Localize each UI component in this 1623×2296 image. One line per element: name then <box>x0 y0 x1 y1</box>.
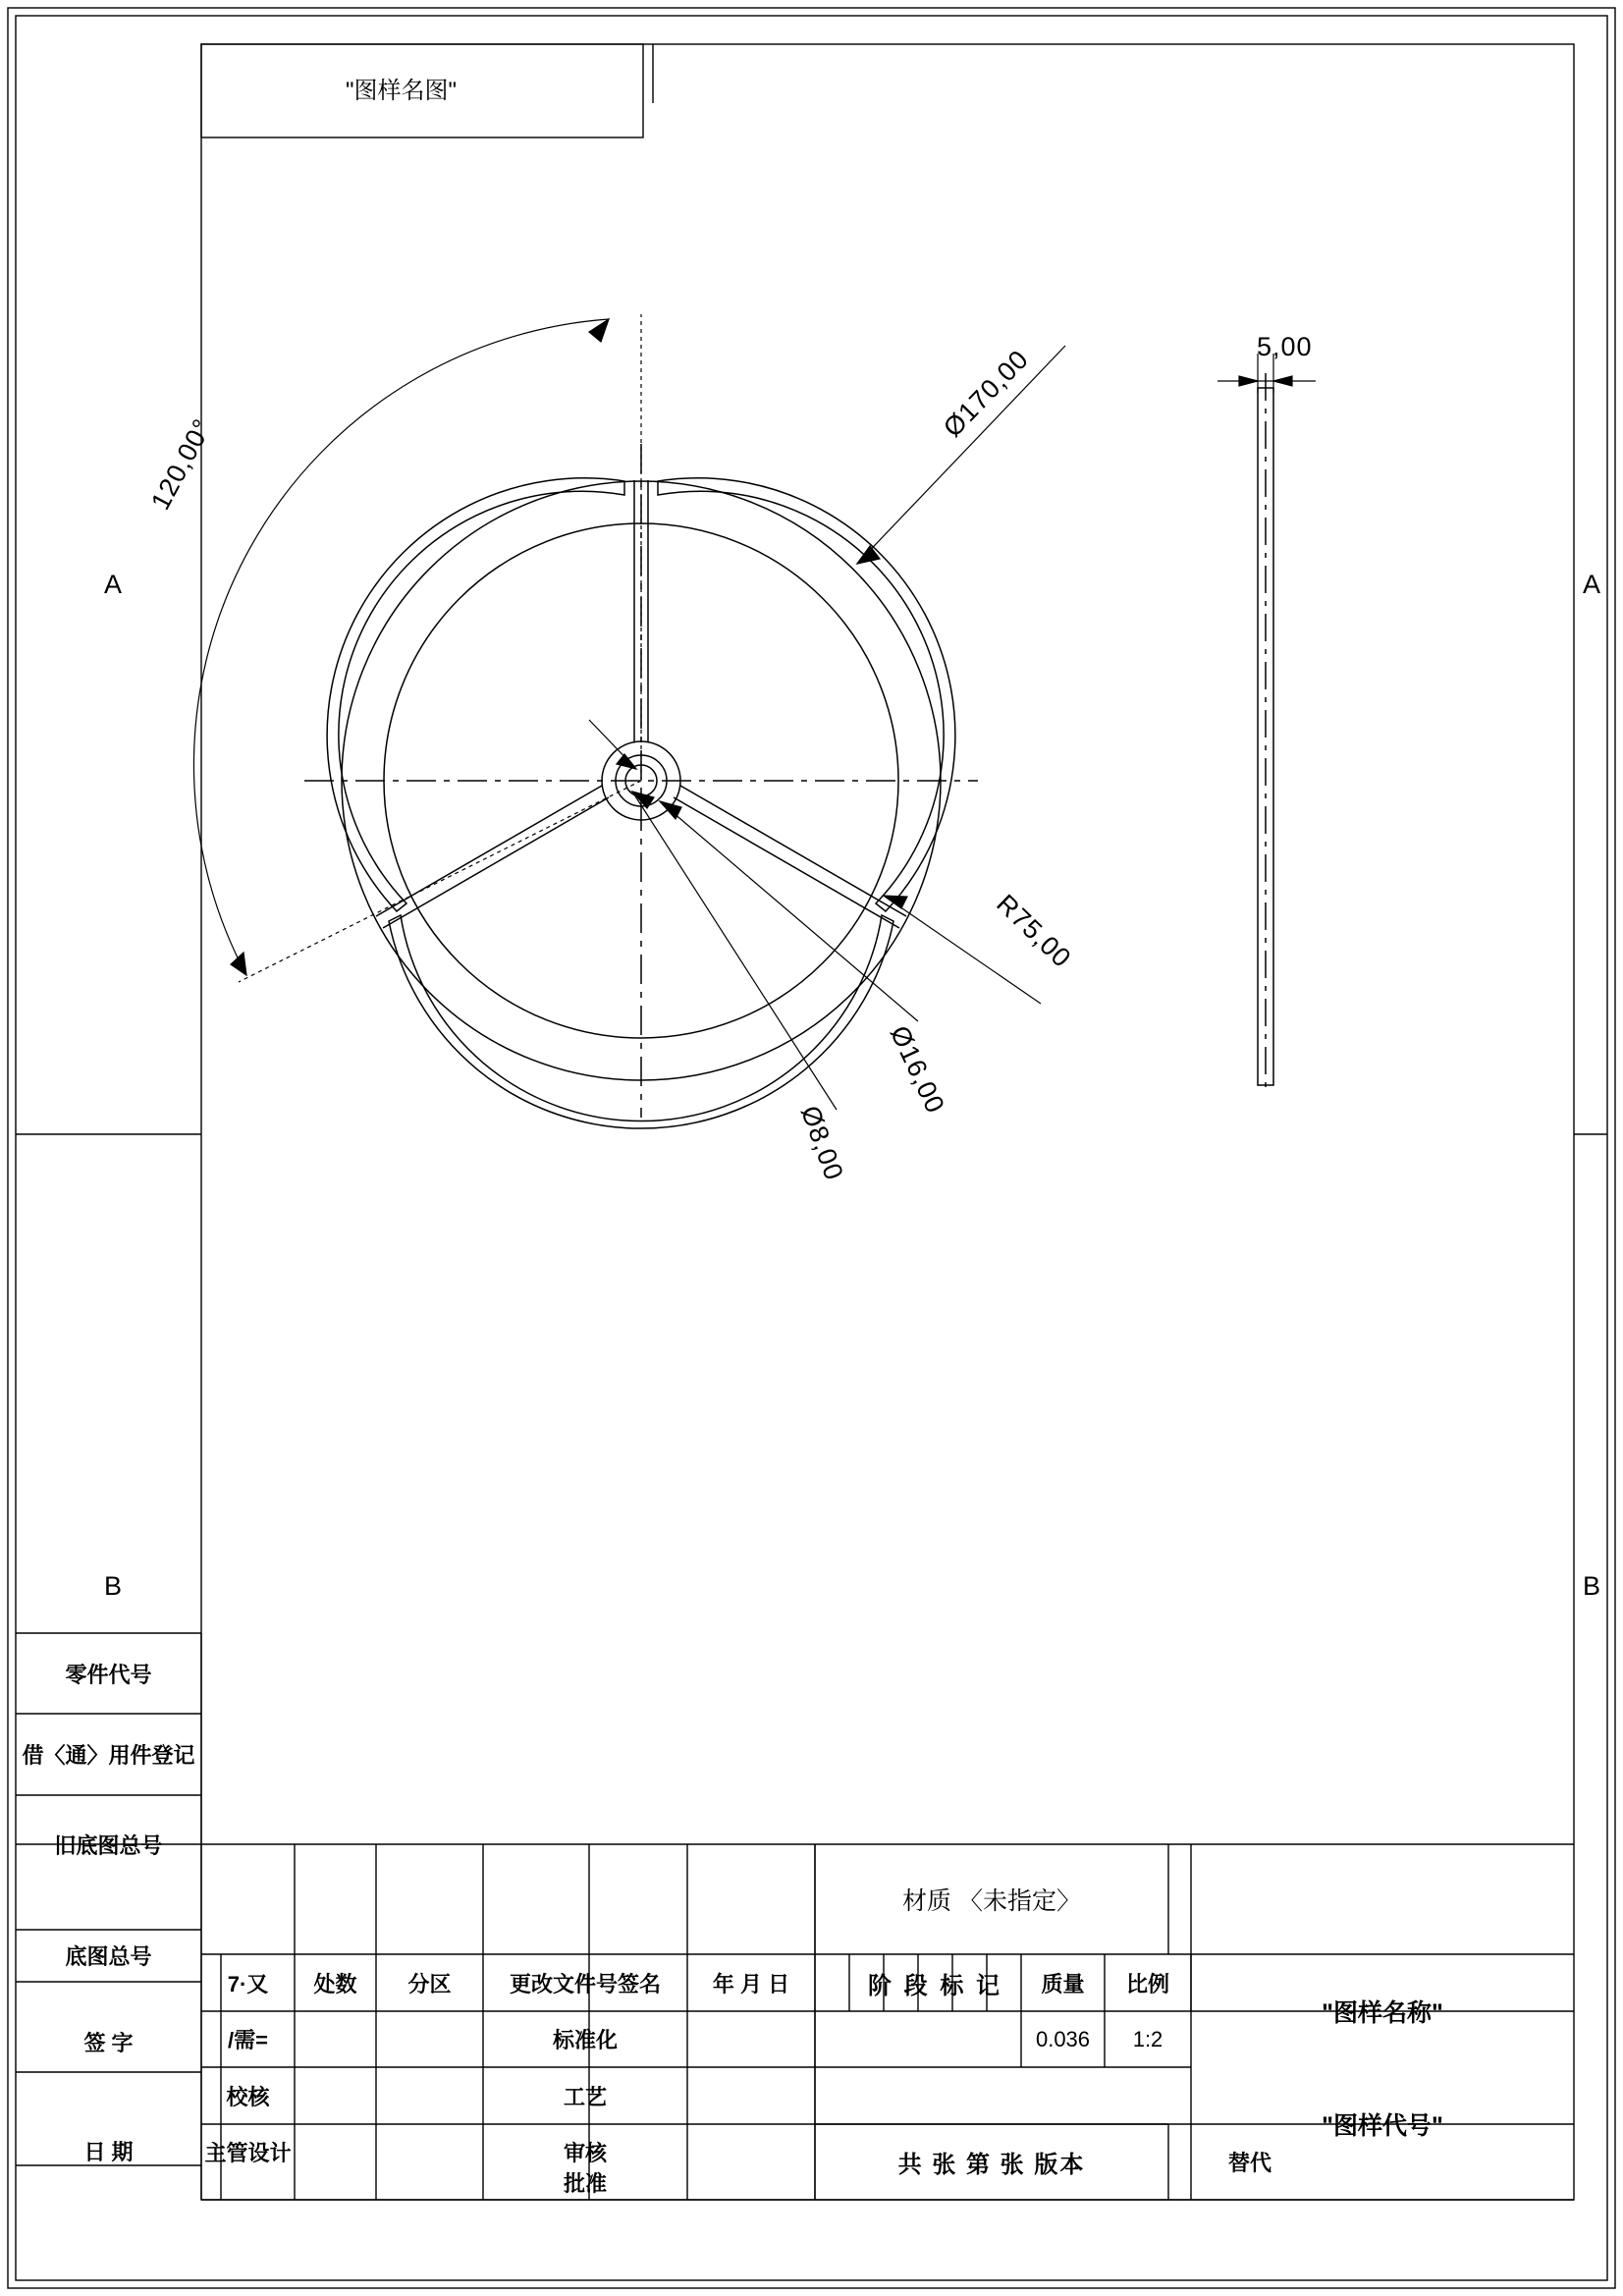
process-item-2: 审核 <box>563 2141 607 2165</box>
label-base-no: 底图总号 <box>65 1944 152 1969</box>
process-item-0: 标准化 <box>552 2028 618 2052</box>
label-part-code: 零件代号 <box>65 1662 152 1687</box>
zone-label-a-right: A <box>1583 570 1601 599</box>
dim-radius-75: R75,00 <box>991 889 1077 974</box>
label-signature: 签 字 <box>83 2030 134 2055</box>
label-borrow-register: 借〈通〉用件登记 <box>22 1743 195 1768</box>
dim-diameter-16: Ø16,00 <box>884 1021 950 1119</box>
mass-value: 0.036 <box>1035 2026 1091 2051</box>
rev-row-label-0: /需= <box>228 2028 268 2052</box>
rev-header-1: 处数 <box>313 1971 357 1996</box>
rev-header-0: 7·又 <box>227 1971 269 1996</box>
mass-label: 质量 <box>1041 1971 1085 1996</box>
scale-label: 比例 <box>1125 1971 1169 1996</box>
drawing-code: "图样代号" <box>1322 2111 1443 2140</box>
top-note: "图样名图" <box>346 78 458 104</box>
rev-header-3: 更改文件号签名 <box>509 1971 661 1996</box>
sheet-line: 共 张 第 张 版本 <box>897 2152 1086 2178</box>
process-item-1: 工艺 <box>563 2084 607 2109</box>
rev-row-label-2: 主管设计 <box>204 2141 292 2165</box>
dim-thickness-5: 5,00 <box>1257 332 1313 361</box>
stage-mark-label: 阶 段 标 记 <box>867 1972 1002 1999</box>
label-old-base-no: 旧底图总号 <box>54 1832 163 1858</box>
rev-row-label-3 <box>201 2165 295 2200</box>
dim-angle-120: 120,00° <box>145 413 218 516</box>
dim-diameter-8: Ø8,00 <box>794 1102 849 1185</box>
zone-label-b-right: B <box>1583 1571 1601 1601</box>
rev-header-4: 年 月 日 <box>712 1971 790 1996</box>
drawing-name: "图样名称" <box>1322 1998 1443 2027</box>
zone-label-b-left: B <box>104 1571 123 1601</box>
replaces-label: 替代 <box>1227 2151 1271 2175</box>
material-label: 材质 〈未指定〉 <box>902 1887 1081 1915</box>
scale-value: 1:2 <box>1132 2026 1163 2051</box>
rev-row-label-1: 校核 <box>226 2084 270 2109</box>
zone-label-a-left: A <box>104 570 123 599</box>
rev-header-2: 分区 <box>407 1971 452 1996</box>
label-date: 日 期 <box>83 2140 134 2164</box>
process-item-3: 批准 <box>563 2171 607 2196</box>
dim-diameter-170: Ø170,00 <box>938 344 1035 443</box>
